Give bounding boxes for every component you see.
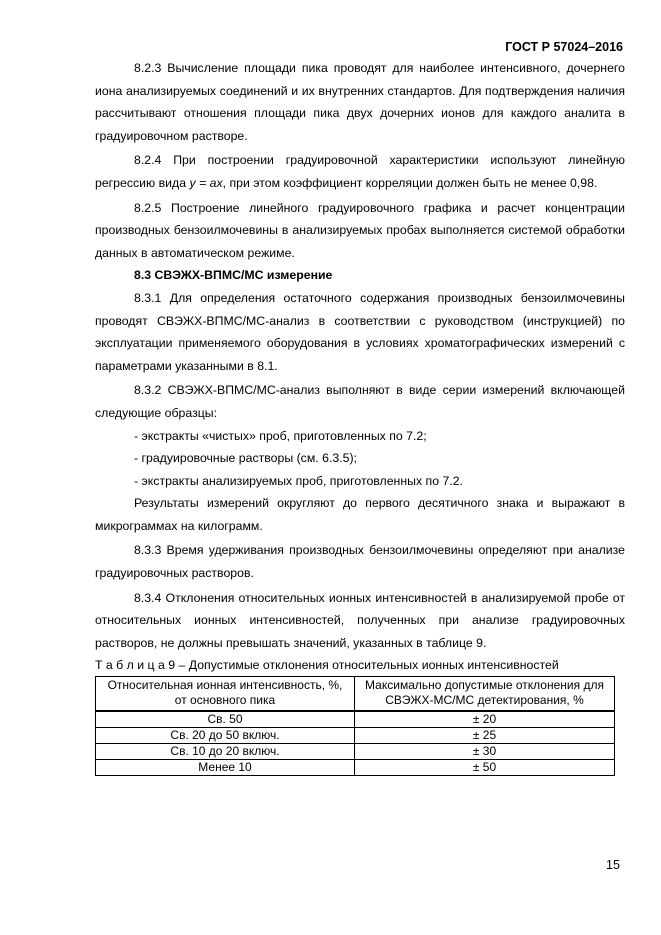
paragraph-8-2-5: 8.2.5 Построение линейного градуировочного графика и расчет концентрации производных бензоилмочевины в анализируемых пробах выполняется системой обработки данных в автоматическом режиме. xyxy=(95,200,625,260)
table-header-row xyxy=(96,677,615,712)
table-cell: ± 50 xyxy=(355,760,615,776)
paragraph-8-3-1: 8.3.1 Для определения остаточного содержания производных бензоилмочевины проводят СВЭЖХ-ВПМС/МС-анализ в соответствии с руководством (инструкцией) по эксплуатации применяемого оборудования в условиях хроматографических измерений с параметрами указанными в 8.1. xyxy=(95,290,625,373)
table-row xyxy=(96,760,615,776)
list-item: - экстракты анализируемых проб, приготовленных по 7.2. xyxy=(134,473,463,488)
page-content xyxy=(95,57,625,776)
paragraph-8-3-3: 8.3.3 Время удерживания производных бензоилмочевины определяют при анализе градуировочных растворов. xyxy=(95,543,625,581)
table-cell: Менее 10 xyxy=(96,760,355,776)
table-cell: ± 30 xyxy=(355,744,615,760)
section-heading-8-3: 8.3 СВЭЖХ-ВПМС/МС измерение xyxy=(134,268,333,283)
table-cell: ± 25 xyxy=(355,728,615,744)
table-row xyxy=(96,711,615,728)
table-cell: Св. 50 xyxy=(96,711,355,728)
paragraph-results: Результаты измерений округляют до первого десятичного знака и выражают в микрограммах на килограмм. xyxy=(95,496,625,533)
table-cell: ± 20 xyxy=(355,711,615,728)
paragraph-8-3-2: 8.3.2 СВЭЖХ-ВПМС/МС-анализ выполняют в виде серии измерений включающей следующие образцы: xyxy=(95,383,625,420)
table-caption: Т а б л и ц а 9 – Допустимые отклонения относительных ионных интенсивностей xyxy=(95,658,559,673)
regression-formula: y = ax xyxy=(189,175,223,190)
paragraph-8-2-4 xyxy=(95,149,625,194)
table-header-cell: Относительная ионная интенсивность, %, от основного пика xyxy=(96,677,355,712)
paragraph-8-2-3: 8.2.3 Вычисление площади пика проводят для наиболее интенсивного, дочернего иона анализируемых соединений и их внутренних стандартов. Для подтверждения наличия рассчитывают отношения площади пика двух дочерних ионов для каждого аналита в градуировочном растворе. xyxy=(95,61,625,143)
paragraph-8-2-4-text-a: 8.2.4 При построении градуировочной характеристики используют линейную регрессию вида xyxy=(95,153,625,190)
document-code: ГОСТ Р 57024–2016 xyxy=(505,40,623,54)
page-number: 15 xyxy=(606,858,620,872)
table-9 xyxy=(95,676,615,776)
paragraph-8-3-4: 8.3.4 Отклонения относительных ионных интенсивностей в анализируемой пробе от относительных ионных интенсивностей, полученных при анализе градуировочных растворов, не должны превышать значений, указанных в таблице 9. xyxy=(95,590,625,650)
table-cell: Св. 20 до 50 включ. xyxy=(96,728,355,744)
list-item: - экстракты «чистых» проб, приготовленных по 7.2; xyxy=(134,428,427,443)
table-row xyxy=(96,728,615,744)
list-item: - градуировочные растворы (см. 6.3.5); xyxy=(134,451,357,466)
table-cell: Св. 10 до 20 включ. xyxy=(96,744,355,760)
table-header-cell: Максимально допустимые отклонения для СВЭЖХ-МС/МС детектирования, % xyxy=(355,677,615,712)
table-row xyxy=(96,744,615,760)
paragraph-8-2-4-text-b: , при этом коэффициент корреляции должен быть не менее 0,98. xyxy=(222,175,598,190)
